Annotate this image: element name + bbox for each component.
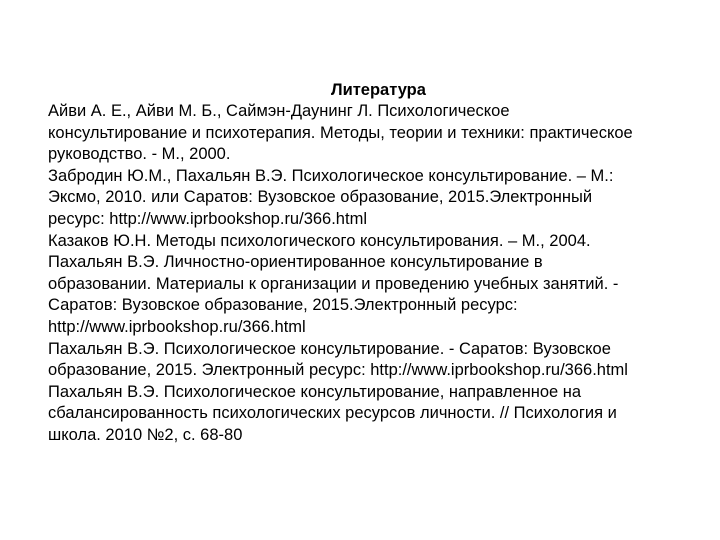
reference-line: сбалансированность психологических ресурсов личности. // Психология и	[48, 404, 617, 423]
reference-line: Казаков Ю.Н. Методы психологического консультирования. – М., 2004.	[48, 231, 591, 250]
reference-line: образовании. Материалы к организации и проведению учебных занятий. -	[48, 274, 619, 293]
reference-line: образование, 2015. Электронный ресурс: http://www.iprbookshop.ru/366.html	[48, 361, 628, 380]
reference-line: Саратов: Вузовское образование, 2015.Электронный ресурс:	[48, 296, 518, 315]
reference-line: http://www.iprbookshop.ru/366.html	[48, 317, 306, 336]
reference-line: Пахальян В.Э. Психологическое консультирование. - Саратов: Вузовское	[48, 339, 611, 358]
reference-line: Пахальян В.Э. Личностно-ориентированное консультирование в	[48, 253, 543, 272]
reference-line: школа. 2010 №2, с. 68-80	[48, 425, 243, 444]
page-title: Литература	[331, 81, 426, 99]
reference-line: Эксмо, 2010. или Саратов: Вузовское образование, 2015.Электронный	[48, 188, 593, 207]
reference-line: консультирование и психотерапия. Методы, теории и техники: практическое	[48, 123, 633, 142]
reference-line: Пахальян В.Э. Психологическое консультирование, направленное на	[48, 382, 582, 401]
reference-line: Забродин Ю.М., Пахальян В.Э. Психологическое консультирование. – М.:	[48, 166, 614, 185]
reference-line: ресурс: http://www.iprbookshop.ru/366.html	[48, 209, 367, 228]
reference-list	[48, 101, 708, 447]
reference-line: руководство. - М., 2000.	[48, 145, 231, 164]
reference-line: Айви А. Е., Айви М. Б., Саймэн-Даунинг Л. Психологическое	[48, 102, 510, 120]
